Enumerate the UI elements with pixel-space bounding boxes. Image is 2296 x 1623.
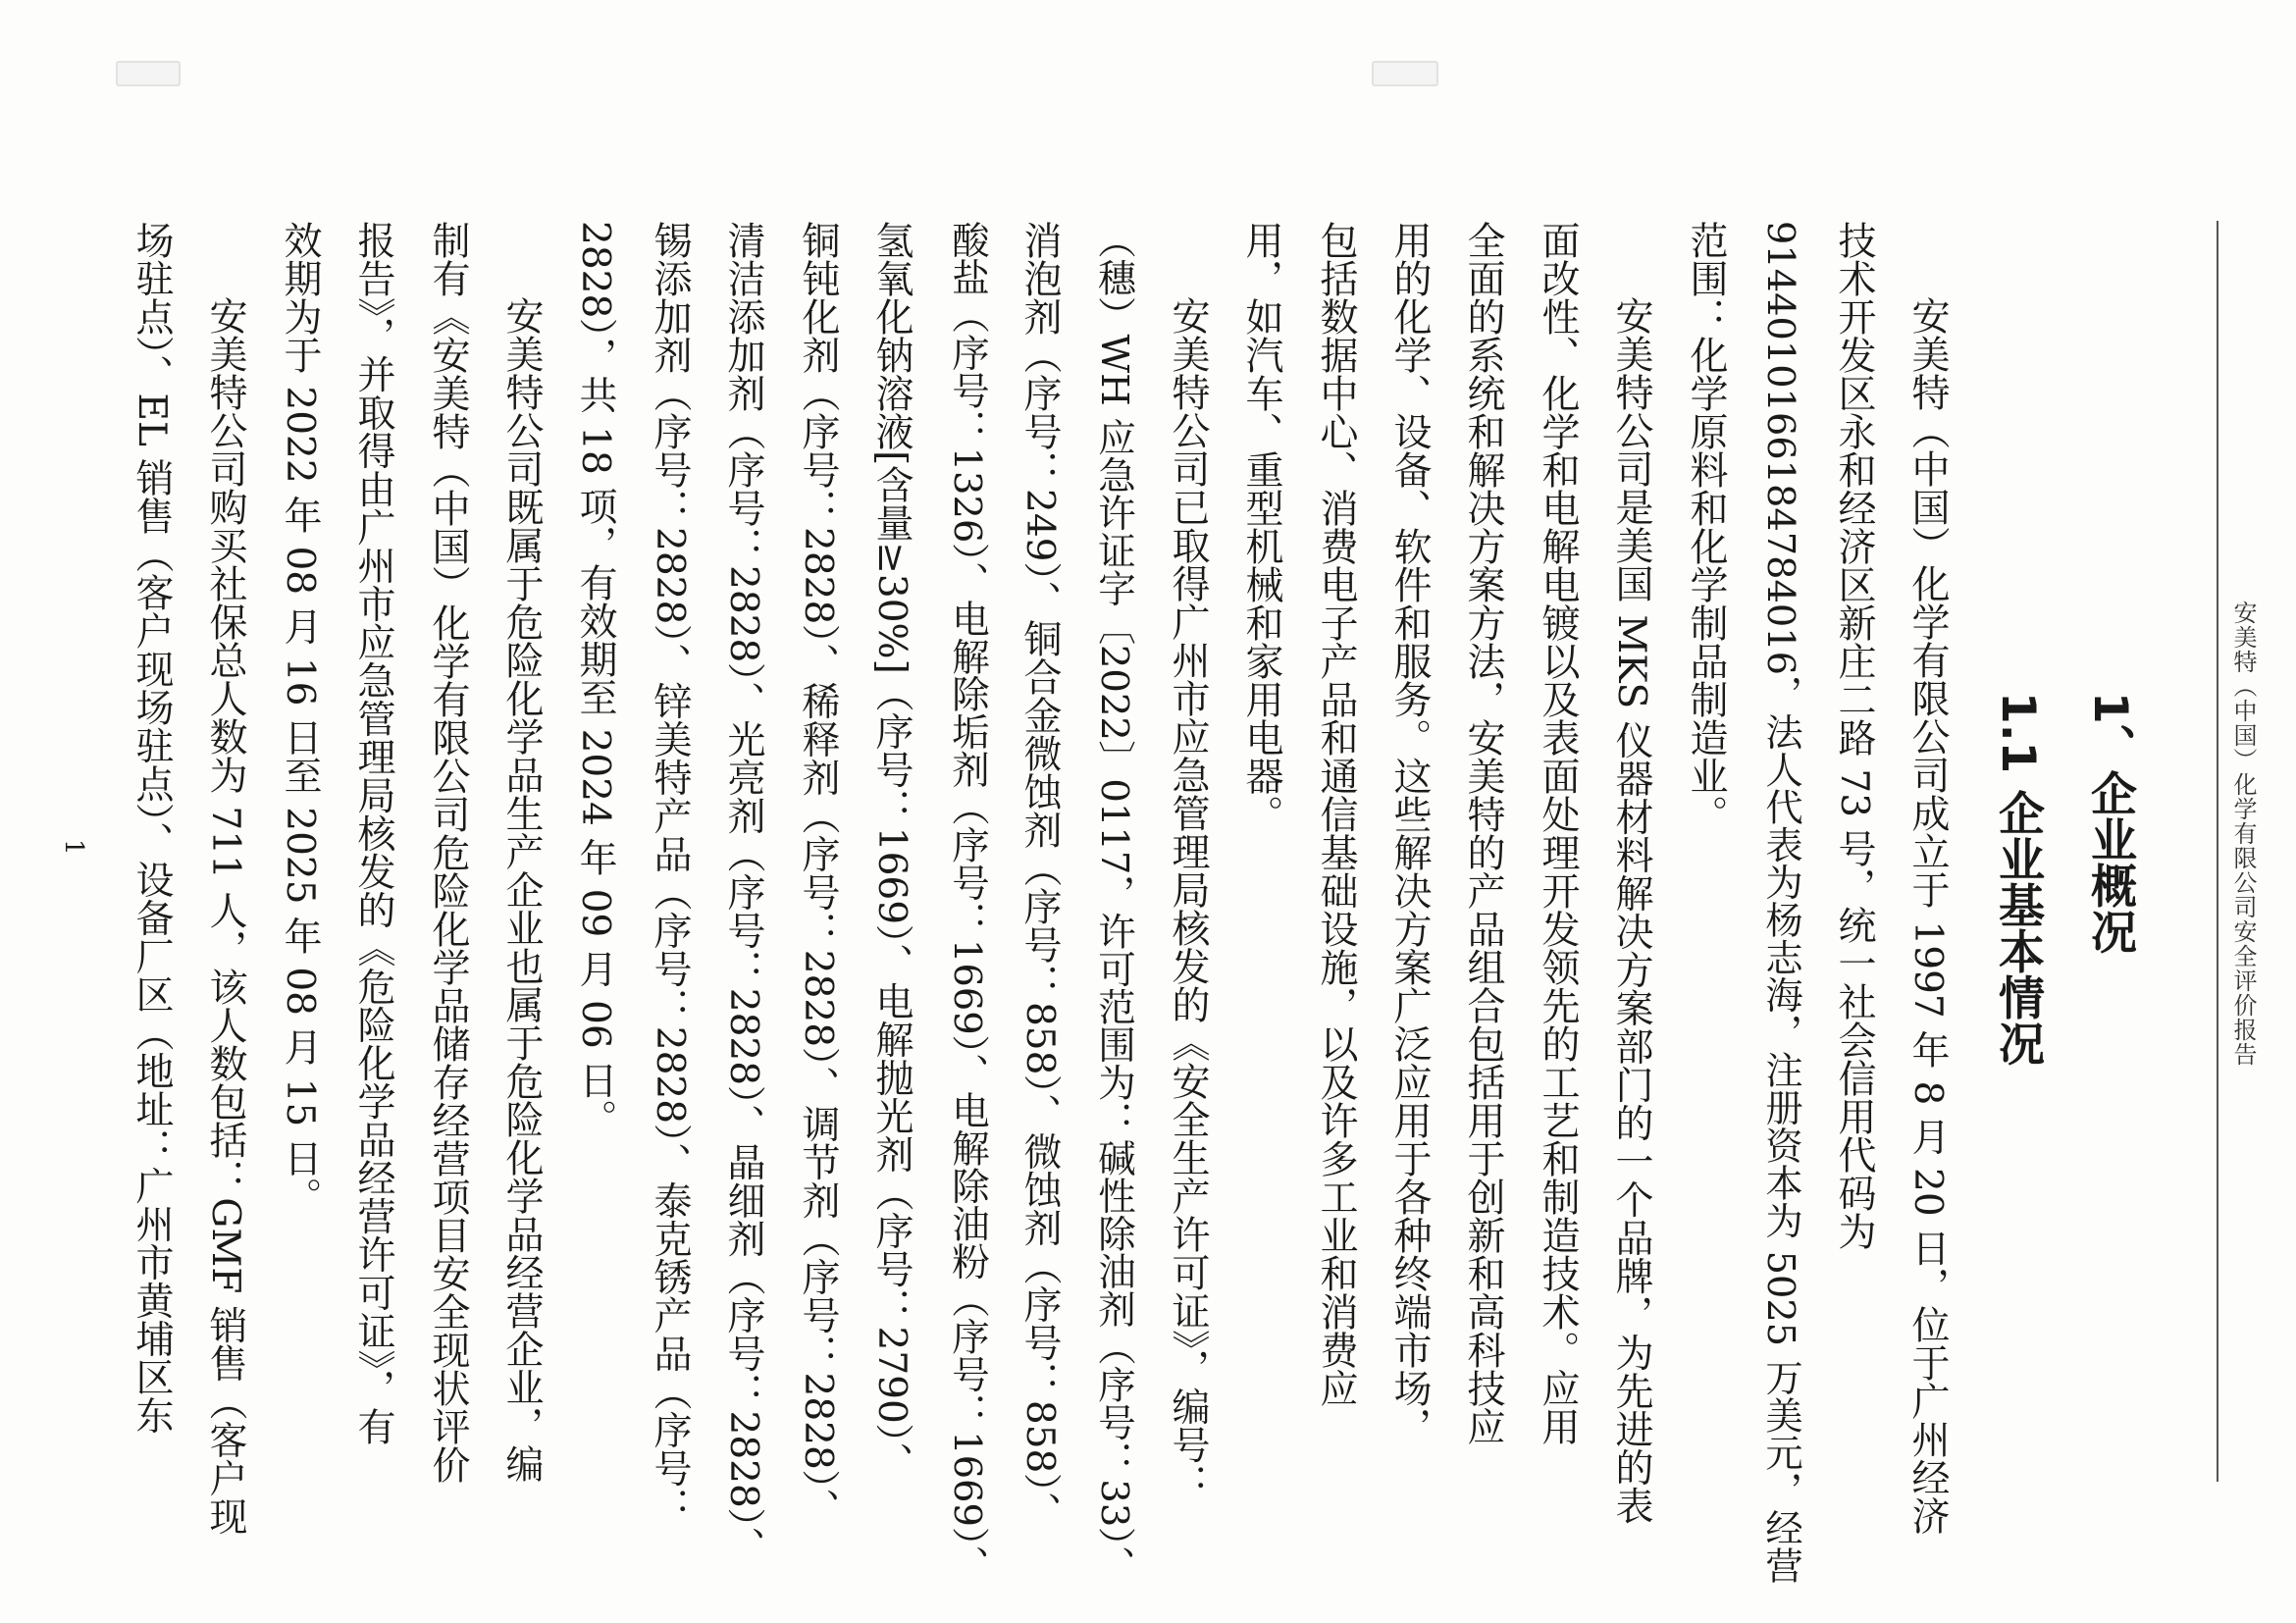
- body-line: 酸盐（序号：1326）、电解除垢剂（序号：1669）、电解除油粉（序号：1669）、: [945, 221, 989, 1584]
- section-heading: 1、企业概况: [2083, 692, 2137, 955]
- body-line: 清洁添加剂（序号：2828）、光亮剂（序号：2828）、晶细剂（序号：2828）、: [721, 221, 765, 1566]
- body-line: 包括数据中心、消费电子产品和通信基础设施，以及许多工业和消费应: [1314, 221, 1358, 1407]
- running-header: 安美特（中国）化学有限公司安全评价报告: [2229, 601, 2257, 1067]
- body-line: 用的化学、设备、软件和服务。这些解决方案广泛应用于各种终端市场，: [1387, 221, 1432, 1445]
- body-line: 铜钝化剂（序号：2828）、稀释剂（序号：2828）、调节剂（序号：2828）、: [796, 221, 840, 1528]
- body-line: 范围：化学原料和化学制品制造业。: [1684, 221, 1728, 833]
- scan-smudge: [1372, 61, 1438, 86]
- subsection-heading: 1.1 企业基本情况: [1991, 692, 2045, 1067]
- body-line: 消泡剂（序号：249）、铜合金微蚀剂（序号：858）、微蚀剂（序号：858）、: [1018, 221, 1062, 1531]
- body-line: 2828），共 18 项，有效期至 2024 年 09 月 06 日。: [573, 221, 617, 1138]
- body-line: 914401016618478401​6，法人代表为杨志海，注册资本为 5025 万美元，经营: [1758, 221, 1802, 1585]
- body-line: 安美特公司是美国 MKS 仪器材料解决方案部门的一个品牌，为先进的表: [1609, 296, 1653, 1525]
- body-line: 锡添加剂（序号：2828）、锌美特产品（序号：2828）、泰克锈产品（序号：: [648, 221, 692, 1526]
- page-number: 1: [59, 839, 88, 856]
- body-line: 制有《安美特（中国）化学有限公司危险化学品储存经营项目安全现状评价: [426, 221, 470, 1484]
- body-line: 用，如汽车、重型机械和家用电器。: [1239, 221, 1283, 833]
- body-line: 安美特公司已取得广州市应急管理局核发的《安全生产许可证》，编号：: [1166, 296, 1210, 1502]
- body-line: 面改性、化学和电解电镀以及表面处理开发领先的工艺和制造技术。应用: [1536, 221, 1580, 1445]
- scan-smudge: [116, 61, 181, 86]
- body-line: 场驻点）、EL 销售（客户现场驻点）、设备厂区（地址：广州市黄埔区东: [130, 221, 174, 1435]
- body-line: 技术开发区永和经济区新庄二路 73 号，统一社会信用代码为: [1832, 221, 1876, 1251]
- body-line: 安美特（中国）化学有限公司成立于 1997 年 8 月 20 日，位于广州经济: [1905, 296, 1950, 1536]
- body-line: 报告》，并取得由广州市应急管理局核发的《危险化学品经营许可证》，有: [351, 221, 395, 1445]
- body-line: 安美特公司购买社保总人数为 711 人，该人数包括：GMF 销售（客户现: [203, 296, 247, 1536]
- body-line: 氢氧化钠溶液[含量≥30%]（序号：1669）、电解抛光剂（序号：2790）、: [869, 221, 913, 1482]
- body-line: （穗）WH 应急许证字〔2022〕0117，许可范围为：碱性除油剂（序号：33）、: [1092, 221, 1136, 1585]
- body-line: 效期为于 2022 年 08 月 16 日至 2025 年 08 月 15 日。: [278, 221, 322, 1216]
- header-divider: [2217, 221, 2218, 1482]
- body-line: 全面的系统和解决方案方法，安美特的产品组合包括用于创新和高科技应: [1461, 221, 1505, 1445]
- body-line: 安美特公司既属于危险化学品生产企业也属于危险化学品经营企业，编: [499, 296, 544, 1483]
